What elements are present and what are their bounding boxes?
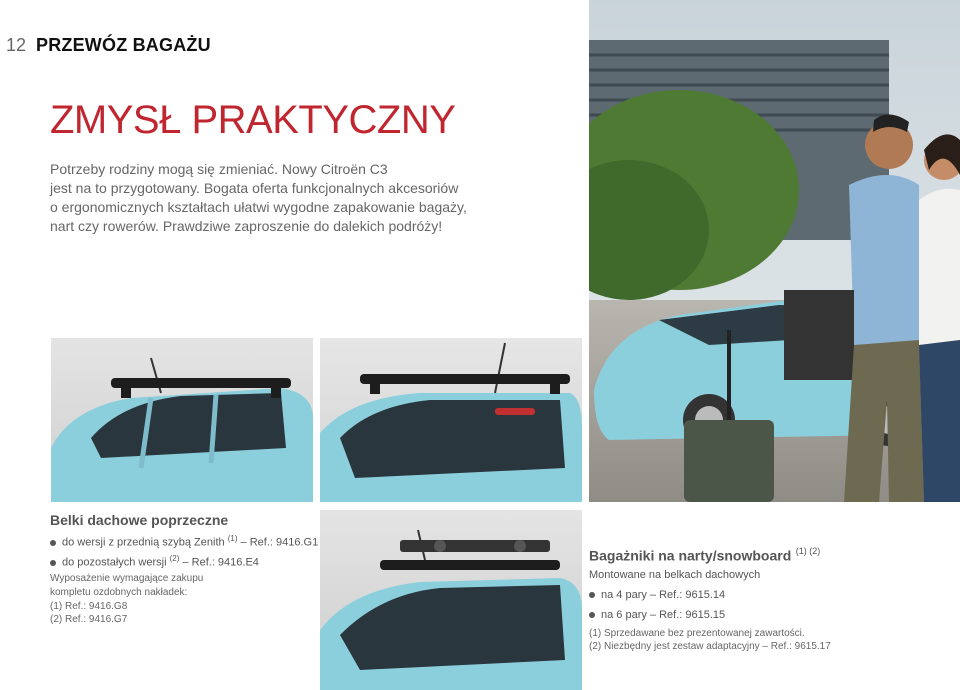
- item-ref: – Ref.: 9416.G1: [240, 536, 319, 549]
- section-title: PRZEWÓZ BAGAŻU: [36, 35, 211, 55]
- roof-bars-title: Belki dachowe poprzeczne: [50, 512, 229, 528]
- ski-racks-subtitle: Montowane na belkach dachowych: [589, 569, 761, 581]
- roof-bar-item: [50, 534, 318, 549]
- item-label: do wersji z przednią szybą Zenith: [62, 536, 225, 549]
- intro-line: o ergonomicznych kształtach ułatwi wygodne zapakowanie bagaży,: [50, 199, 467, 215]
- roof-bars-photo-1: [51, 338, 313, 502]
- item-label: do pozostałych wersji: [62, 556, 167, 569]
- footnote: (2) Niezbędny jest zestaw adaptacyjny – Ref.: 9615.17: [589, 641, 831, 652]
- bullet-dot-icon: [589, 612, 595, 618]
- bullet-dot-icon: [589, 592, 595, 598]
- roof-bar-item: [50, 554, 259, 569]
- intro-line: nart czy rowerów. Prawdziwe zaproszenie do dalekich podróży!: [50, 218, 443, 234]
- page-headline: ZMYSŁ PRAKTYCZNY: [50, 98, 456, 142]
- bullet-dot-icon: [50, 540, 56, 546]
- ski-racks-heading: [589, 546, 820, 565]
- intro-line: jest na to przygotowany. Bogata oferta funkcjonalnych akcesoriów: [50, 180, 459, 196]
- page-number: 12: [6, 35, 27, 55]
- ski-rack-item: [589, 609, 725, 621]
- item-ref: – Ref.: 9416.E4: [182, 556, 259, 569]
- ski-racks-notes: (1) (2): [795, 546, 821, 556]
- ski-rack-item: [589, 589, 725, 601]
- required-note: Wyposażenie wymagające zakupu: [50, 573, 204, 584]
- bullet-dot-icon: [50, 560, 56, 566]
- item-note: (2): [169, 554, 180, 563]
- roof-bars-photo-2: [320, 338, 582, 502]
- item-label: na 4 pary – Ref.: 9615.14: [601, 589, 726, 601]
- ski-rack-photo: [320, 510, 582, 690]
- intro-line: Potrzeby rodziny mogą się zmieniać. Nowy Citroën C3: [50, 161, 388, 177]
- required-ref: (2) Ref.: 9416.G7: [50, 614, 128, 625]
- ski-racks-title: Bagażniki na narty/snowboard: [589, 547, 792, 564]
- item-note: (1): [227, 534, 238, 543]
- item-label: na 6 pary – Ref.: 9615.15: [601, 609, 726, 621]
- required-note: kompletu ozdobnych nakładek:: [50, 587, 188, 598]
- couple-with-car-photo: [589, 0, 960, 502]
- footnote: (1) Sprzedawane bez prezentowanej zawartości.: [589, 628, 805, 639]
- required-ref: (1) Ref.: 9416.G8: [50, 601, 128, 612]
